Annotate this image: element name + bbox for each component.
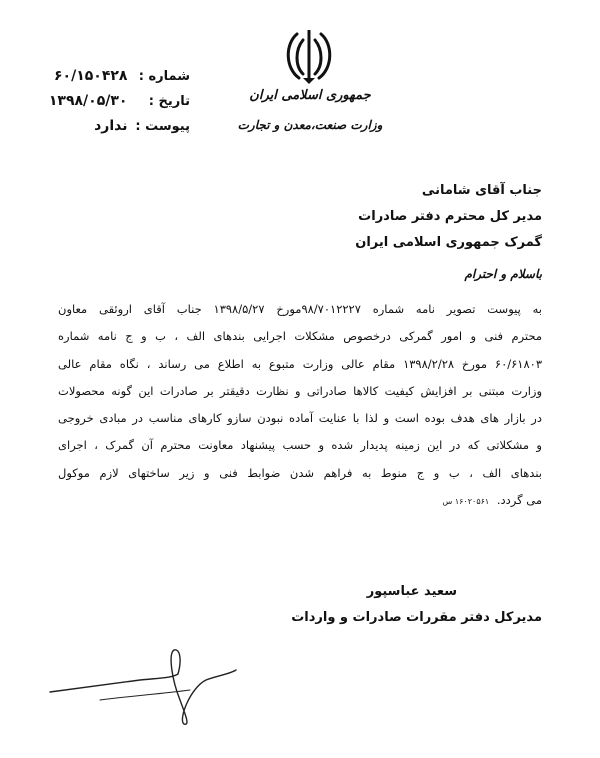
handwritten-signature <box>40 640 240 730</box>
addressee-title: مدیر کل محترم دفتر صادرات <box>358 209 542 224</box>
body-line: محترم فنی و امور گمرکی درخصوص مشکلات اجرایی بندهای الف ، ب و ج نامه شماره <box>58 329 542 344</box>
signer-name: سعید عباسپور <box>366 584 457 599</box>
letter-date-row <box>20 89 190 114</box>
addressee-name: جناب آقای شامانی <box>421 183 542 198</box>
signer-block <box>282 579 542 631</box>
signer-title: مدیرکل دفتر مقررات صادرات و واردات <box>291 610 542 625</box>
body-line: وزارت مبتنی بر افزایش کیفیت کالاها صادراتی و نظارت دقیقتر بر صادرات این گونه محصولات <box>58 383 542 398</box>
body-line: به پیوست تصویر نامه شماره ۹۸/۷۰۱۲۲۲۷مورخ ۱۳۹۸/۵/۲۷ جناب آقای اروئقی معاون <box>58 302 542 316</box>
letter-number-label: شماره : <box>138 69 190 84</box>
letter-number-value: ۶۰/۱۵۰۴۲۸ <box>53 68 128 84</box>
body-line: در بازار های هدف بوده است و لذا با عنایت آماده نبودن سازو کارهای مناسب در مبادی خروجی <box>58 411 542 426</box>
addressee-organization: گمرک جمهوری اسلامی ایران <box>355 235 542 250</box>
letter-date-label: تاریخ : <box>148 94 190 109</box>
body-end-code: ۱۶۰۲۰۵۶۱ س <box>442 497 490 507</box>
letterhead-ministry: وزارت صنعت،معدن و تجارت <box>237 118 383 132</box>
letter-body <box>58 296 542 515</box>
salutation: باسلام و احترام <box>464 267 542 281</box>
letter-attachment-row <box>20 114 190 139</box>
letter-date-value: ۱۳۹۸/۰۵/۳۰ <box>48 93 128 109</box>
iran-emblem-icon <box>281 28 337 86</box>
body-closing-text: می گردد. <box>496 493 542 508</box>
letter-attachment-label: پیوست : <box>135 119 190 134</box>
addressee-block <box>242 178 542 256</box>
letter-meta <box>20 64 190 139</box>
body-line: و مشکلاتی که در این زمینه پدیدار شده و حسب پیشنهاد معاونت محترم آن گمرک ، اجرای <box>58 438 542 453</box>
body-last-line <box>58 487 542 515</box>
letter-number-row <box>20 64 190 89</box>
body-line: بندهای الف ، ب و ج منوط به فراهم شدن ضوابط فنی و زیر ساختهای لازم موکول <box>58 465 542 480</box>
letterhead-country: جمهوری اسلامی ایران <box>249 88 371 103</box>
body-line: ۶۰/۶۱۸۰۳ مورخ ۱۳۹۸/۲/۲۸ مقام عالی وزارت متبوع به اطلاع می رساند ، نگاه مقام عالی <box>58 356 542 371</box>
letter-attachment-value: ندارد <box>94 118 128 134</box>
